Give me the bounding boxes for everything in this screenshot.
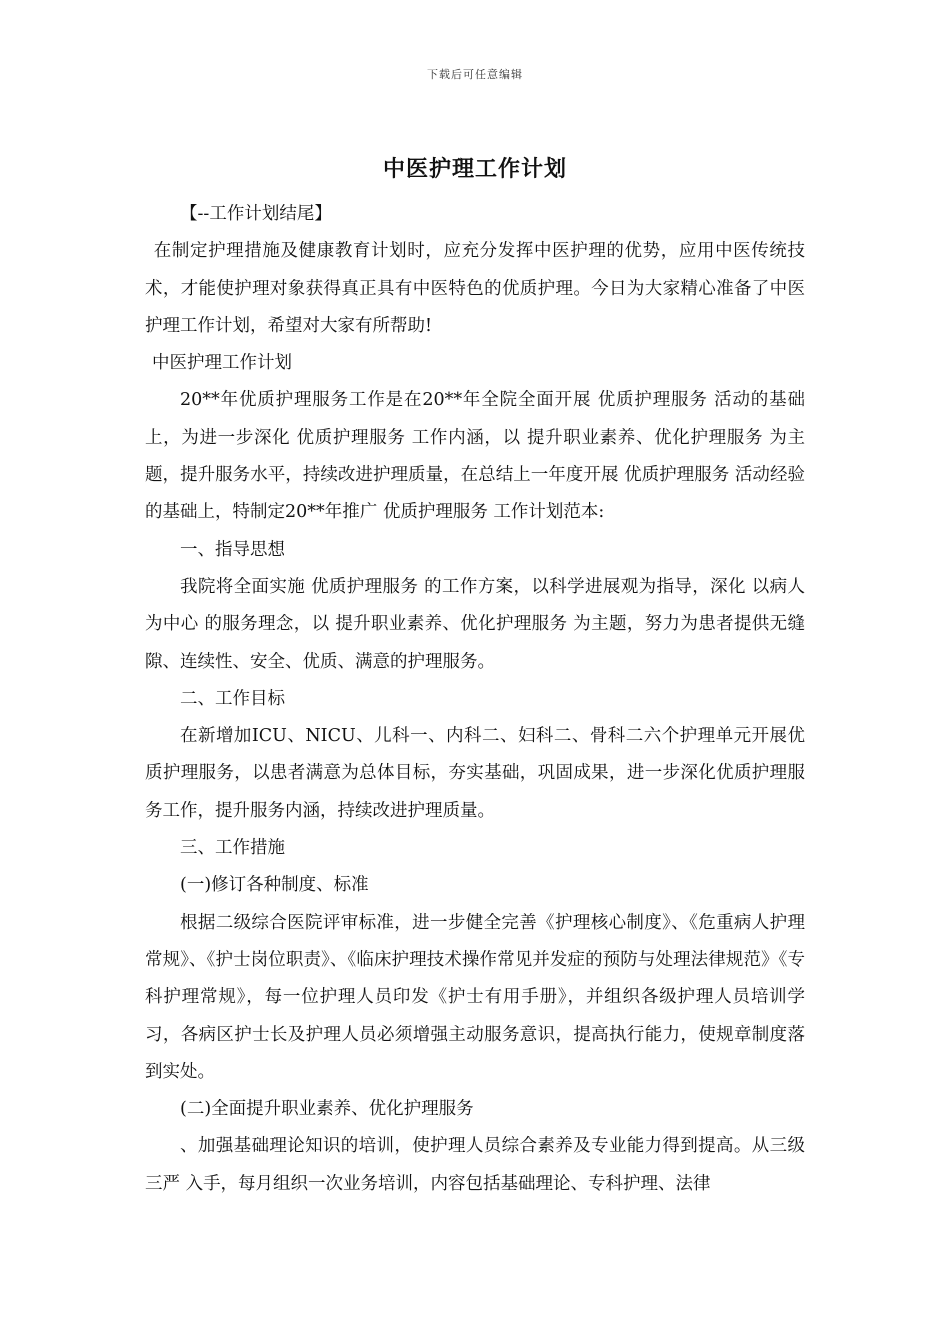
heading-guiding-ideology: 一、指导思想 — [180, 539, 285, 560]
subheading-improve-quality: (二)全面提升职业素养、优化护理服务 — [180, 1099, 474, 1120]
document-body — [145, 196, 805, 1203]
intro-paragraph: 在制定护理措施及健康教育计划时，应充分发挥中医护理的优势，应用中医传统技术，才能使护理对象获得真正具有中医特色的优质护理。今日为大家精心准备了中医护理工作计划，希望对大家有所帮助! — [145, 241, 805, 336]
header-note: 下载后可任意编辑 — [427, 68, 523, 81]
document-title: 中医护理工作计划 — [382, 156, 567, 182]
overview-paragraph: 20**年优质护理服务工作是在20**年全院全面开展 优质护理服务 活动的基础上，为进一步深化 优质护理服务 工作内涵，以 提升职业素养、优化护理服务 为主题，提升服务水平，持续改进护理质量，在总结上一年度开展 优质护理服务 活动经验的基础上，特制定20**年推广 优质护理服务 工作计划范本: — [145, 390, 805, 523]
heading-work-goals: 二、工作目标 — [180, 688, 285, 709]
subtitle: 中医护理工作计划 — [152, 353, 292, 374]
heading-work-measures: 三、工作措施 — [180, 838, 285, 859]
improve-quality-paragraph: 、加强基础理论知识的培训，使护理人员综合素养及专业能力得到提高。从三级三严 入手，每月组织一次业务培训，内容包括基础理论、专科护理、法律 — [145, 1136, 805, 1194]
guiding-ideology-paragraph: 我院将全面实施 优质护理服务 的工作方案，以科学进展观为指导，深化 以病人为中心 的服务理念，以 提升职业素养、优化护理服务 为主题，努力为患者提供无缝隙、连续性、安全、优质、满意的护理服务。 — [145, 576, 805, 672]
subheading-revise-rules: (一)修订各种制度、标准 — [180, 875, 369, 896]
revise-rules-paragraph: 根据二级综合医院评审标准，进一步健全完善《护理核心制度》、《危重病人护理常规》、《护士岗位职责》、《临床护理技术操作常见并发症的预防与处理法律规范》《专科护理常规》，每一位护理人员印发《护士有用手册》，并组织各级护理人员培训学习，各病区护士长及护理人员必须增强主动服务意识，提高执行能力，使规章制度落到实处。 — [145, 912, 805, 1082]
section-tag: 【--工作计划结尾】 — [180, 204, 332, 224]
work-goals-paragraph: 在新增加ICU、NICU、儿科一、内科二、妇科二、骨科二六个护理单元开展优质护理服务，以患者满意为总体目标，夯实基础，巩固成果，进一步深化优质护理服务工作，提升服务内涵，持续改进护理质量。 — [145, 726, 805, 821]
